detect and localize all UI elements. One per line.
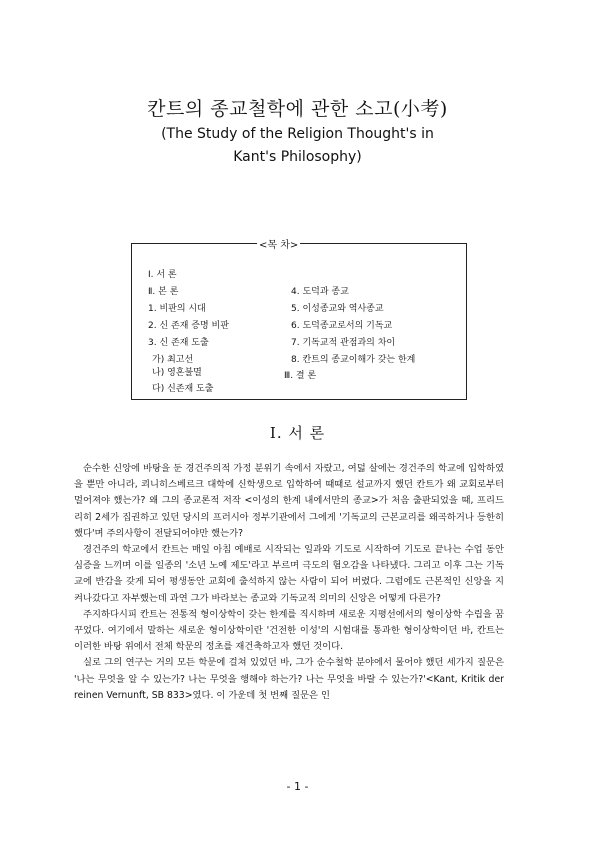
toc-item: 5. 이성종교와 역사종교 bbox=[291, 304, 384, 314]
page-number: - 1 - bbox=[286, 780, 309, 793]
english-subtitle-line-1: (The Study of the Religion Thought's in bbox=[161, 126, 434, 142]
paragraph: 실로 그의 연구는 거의 모든 학문에 걸쳐 있었던 바, 그가 순수철학 분야에서 물어야 했던 세가지 질문은 '나는 무엇을 알 수 있는가? 나는 무엇을 행해야 하는가? 나는 무엇을 바랄 수 있는가?'<Kant, Kritik der reinen Vernunft, SB 833>였다. 이 가운데 첫 번째 질문은 인 bbox=[74, 657, 504, 701]
body-text bbox=[74, 461, 504, 704]
toc-item: 3. 신 존재 도출 bbox=[148, 338, 209, 348]
paragraph: 순수한 신앙에 바탕을 둔 경건주의적 가정 분위기 속에서 자랐고, 여덟 살에는 경건주의 학교에 입학하였을 뿐만 아니라, 쾨니히스베르크 대학에 신학생으로 입학하여 때때로 설교까지 했던 칸트가 왜 교회로부터 멀어져야 했는가? 왜 그의 종교론적 저작 <이성의 한계 내에서만의 종교>가 처음 출판되었을 때, 프리드리히 2세가 집권하고 있던 당시의 프러시아 정부기관에서 그에게 '기독교의 근본교리를 왜곡하거나 등한히 했다'며 주의사항이 전달되어야만 했는가? bbox=[74, 463, 504, 539]
toc-item: Ⅲ. 결 론 bbox=[284, 371, 317, 381]
toc-item: 4. 도덕과 종교 bbox=[291, 287, 349, 297]
table-of-contents bbox=[131, 240, 467, 400]
toc-item: 다) 신존재 도출 bbox=[152, 384, 214, 394]
toc-item: 8. 칸트의 종교이해가 갖는 한계 bbox=[291, 355, 416, 365]
toc-item: Ⅰ. 서 론 bbox=[148, 270, 177, 280]
toc-heading: <목 차> bbox=[257, 236, 300, 251]
toc-item: 2. 신 존재 증명 비판 bbox=[148, 321, 229, 331]
toc-item: Ⅱ. 본 론 bbox=[148, 287, 179, 297]
toc-item: 나) 영혼불멸 bbox=[152, 368, 202, 378]
toc-item: 1. 비판의 시대 bbox=[148, 304, 206, 314]
toc-item: 가) 최고선 bbox=[152, 355, 194, 365]
paper-title: 칸트의 종교철학에 관한 소고(小考) bbox=[147, 98, 448, 120]
toc-item: 6. 도덕종교로서의 기독교 bbox=[291, 321, 393, 331]
paragraph: 주지하다시피 칸트는 전통적 형이상학이 갖는 한계를 직시하며 새로운 지평선에서의 형이상학 수립을 꿈꾸었다. 여기에서 말하는 새로운 형이상학이란 '건전한 이성'의 시험대를 통과한 형이상학이던 바, 칸트는 이러한 바탕 위에서 전체 학문의 정초를 재건축하고자 했던 것이다. bbox=[74, 608, 504, 653]
section-heading-introduction: Ⅰ. 서 론 bbox=[269, 424, 326, 442]
paragraph: 경건주의 학교에서 칸트는 매일 아침 예배로 시작되는 일과와 기도로 시작하여 기도로 끝나는 수업 동안 심증을 느끼며 이를 일종의 '소년 노예 제도'라고 부르며 극도의 혐오감을 나타냈다. 그리고 이후 그는 기독교에 반감을 갖게 되어 평생동안 교회에 출석하지 않는 사람이 되어 버렸다. 그럼에도 근본적인 신앙을 지켜나갔다고 자부했는데 과연 그가 바라보는 종교와 기독교적 의미의 신앙은 어떻게 다른가? bbox=[74, 544, 504, 604]
toc-item: 7. 기독교적 관점과의 차이 bbox=[291, 338, 396, 348]
english-subtitle-line-2: Kant's Philosophy) bbox=[233, 149, 362, 165]
